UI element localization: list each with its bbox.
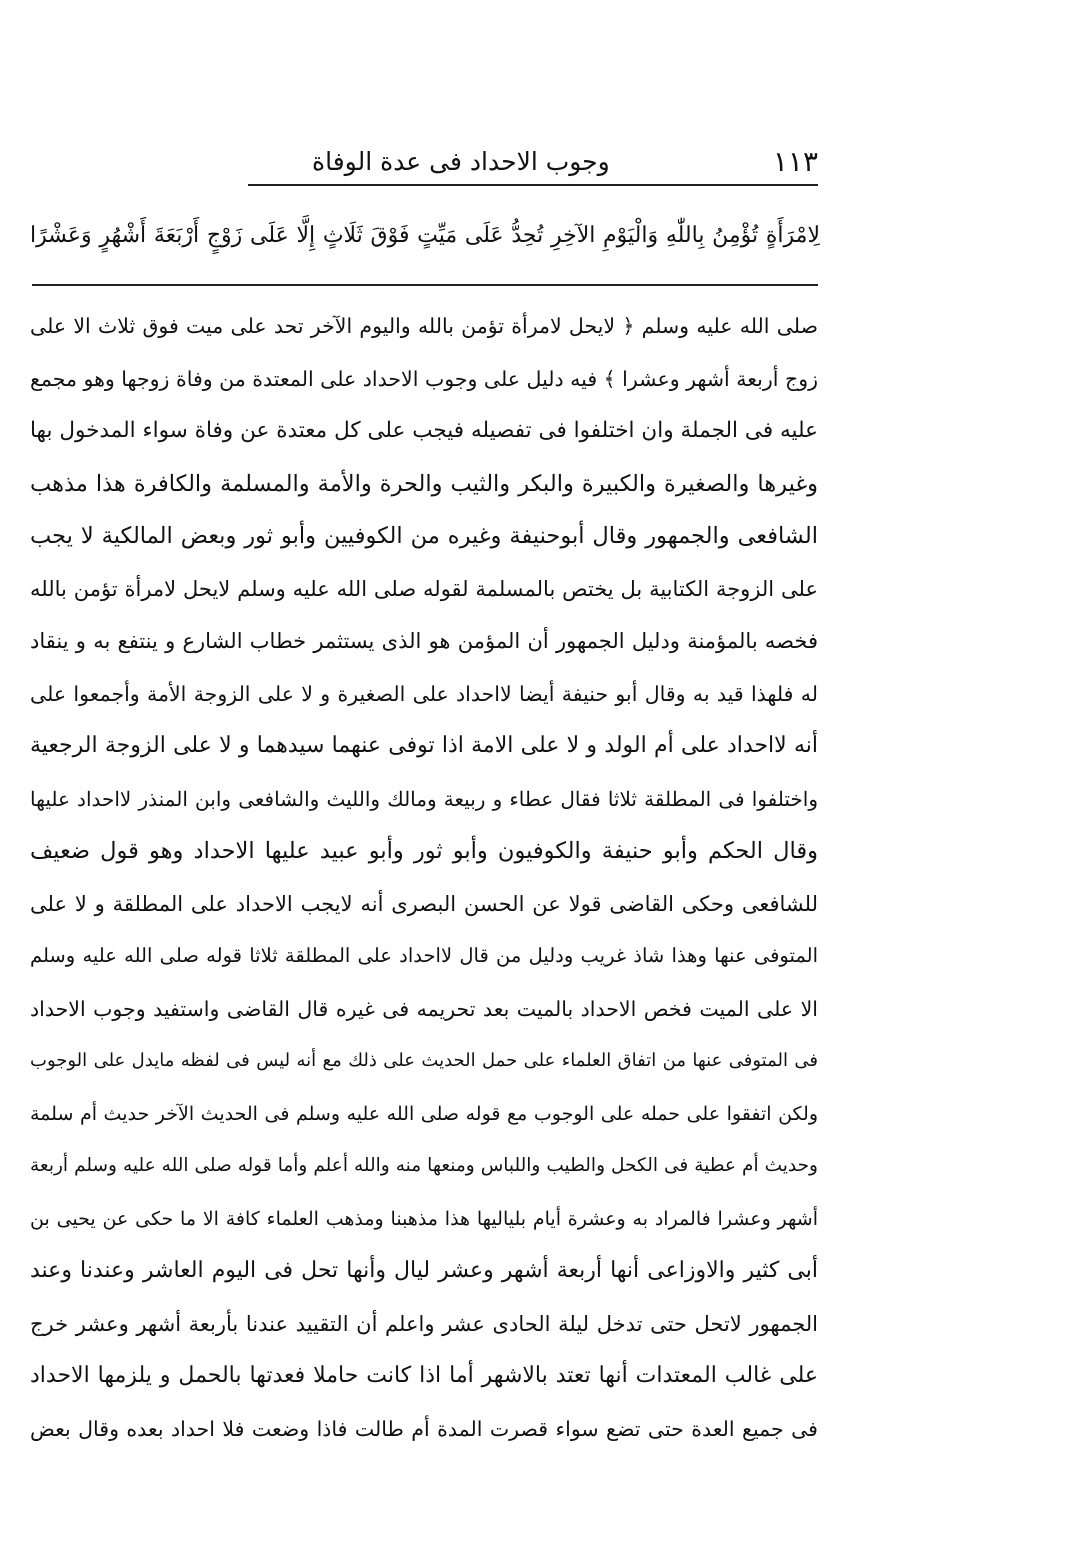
text-line: فى جميع العدة حتى تضع سواء قصرت المدة أم طالت فاذا وضعت فلا احداد بعده وقال بعض [30,1416,818,1441]
text-line: على الزوجة الكتابية بل يختص بالمسلمة لقوله صلى الله عليه وسلم لايحل لامرأة تؤمن بالله [30,576,818,601]
header-rule [248,184,818,186]
page-header [282,138,818,184]
text-line: أنه لااحداد على أم الولد و لا على الامة اذا توفى عنهما سيدهما و لا على الزوجة الرجعية [30,733,818,758]
text-line: صلى الله عليه وسلم ﴿ لايحل لامرأة تؤمن بالله واليوم الآخر تحد على ميت فوق ثلاث الا على [30,314,818,338]
text-line: فى المتوفى عنها من اتفاق العلماء على حمل الحديث على ذلك مع أنه ليس فى لفظه مايدل على الوجوب [30,1050,818,1071]
text-line: أبى كثير والاوزاعى أنها أربعة أشهر وعشر ليال وأنها تحل فى اليوم العاشر وعندنا وعند [30,1258,818,1283]
text-line: فخصه بالمؤمنة ودليل الجمهور أن المؤمن هو الذى يستثمر خطاب الشارع و ينتفع به و ينقاد [30,629,818,653]
commentary-body [30,300,818,1455]
text-line: للشافعى وحكى القاضى قولا عن الحسن البصرى أنه لايجب الاحداد على المطلقة و لا على [30,891,818,916]
text-line: أشهر وعشرا فالمراد به وعشرة أيام بلياليها هذا مذهبنا ومذهب العلماء كافة الا ما حكى عن يحيى بن [30,1207,818,1230]
text-line: وقال الحكم وأبو حنيفة والكوفيون وأبو ثور وأبو عبيد عليها الاحداد وهو قول ضعيف [30,838,818,864]
text-line: وحديث أم عطية فى الكحل والطيب واللباس ومنعها منه والله أعلم وأما قوله صلى الله عليه وسلم أربعة [30,1155,818,1176]
text-line: زوج أربعة أشهر وعشرا ﴾ فيه دليل على وجوب الاحداد على المعتدة من وفاة زوجها وهو مجمع [30,366,818,391]
hadith-text: لِامْرَأَةٍ تُؤْمِنُ بِاللّٰهِ وَالْيَوْمِ الآخِرِ تُحِدُّ عَلَى مَيِّتٍ فَوْقَ ثَلَاثٍ إِلَّا عَلَى زَوْجٍ أَرْبَعَةَ أَشْهُرٍ وَعَشْرًا [30,223,820,248]
page-number: ١١٣ [772,144,818,178]
text-line: وغيرها والصغيرة والكبيرة والبكر والثيب والحرة والأمة والمسلمة والكافرة هذا مذهب [30,470,818,497]
text-line: الجمهور لاتحل حتى تدخل ليلة الحادى عشر واعلم أن التقييد عندنا بأربعة أشهر وعشر خرج [30,1311,818,1336]
text-line: الشافعى والجمهور وقال أبوحنيفة وغيره من الكوفيين وأبو ثور وبعض المالكية لا يجب [30,523,818,549]
text-line: عليه فى الجملة وان اختلفوا فى تفصيله فيجب على كل معتدة عن وفاة سواء المدخول بها [30,418,818,443]
text-line: ولكن اتفقوا على حمله على الوجوب مع قوله صلى الله عليه وسلم فى الحديث الآخر حديث أم سلمة [30,1102,818,1125]
hadith-rule [32,284,818,286]
running-title: وجوب الاحداد فى عدة الوفاة [312,146,610,176]
text-line: المتوفى عنها وهذا شاذ غريب ودليل من قال لااحداد على المطلقة ثلاثا قوله صلى الله عليه وسلم [30,944,818,967]
text-line: واختلفوا فى المطلقة ثلاثا فقال عطاء و ربيعة ومالك والليث والشافعى وابن المنذر لااحداد عليها [30,786,818,811]
text-line: الا على الميت فخص الاحداد بالميت بعد تحريمه فى غيره قال القاضى واستفيد وجوب الاحداد [30,996,818,1021]
text-line: على غالب المعتدات أنها تعتد بالاشهر أما اذا كانت حاملا فعدتها بالحمل و يلزمها الاحداد [30,1363,818,1388]
text-line: له فلهذا قيد به وقال أبو حنيفة أيضا لااحداد على الصغيرة و لا على الزوجة الأمة وأجمعوا على [30,681,818,706]
